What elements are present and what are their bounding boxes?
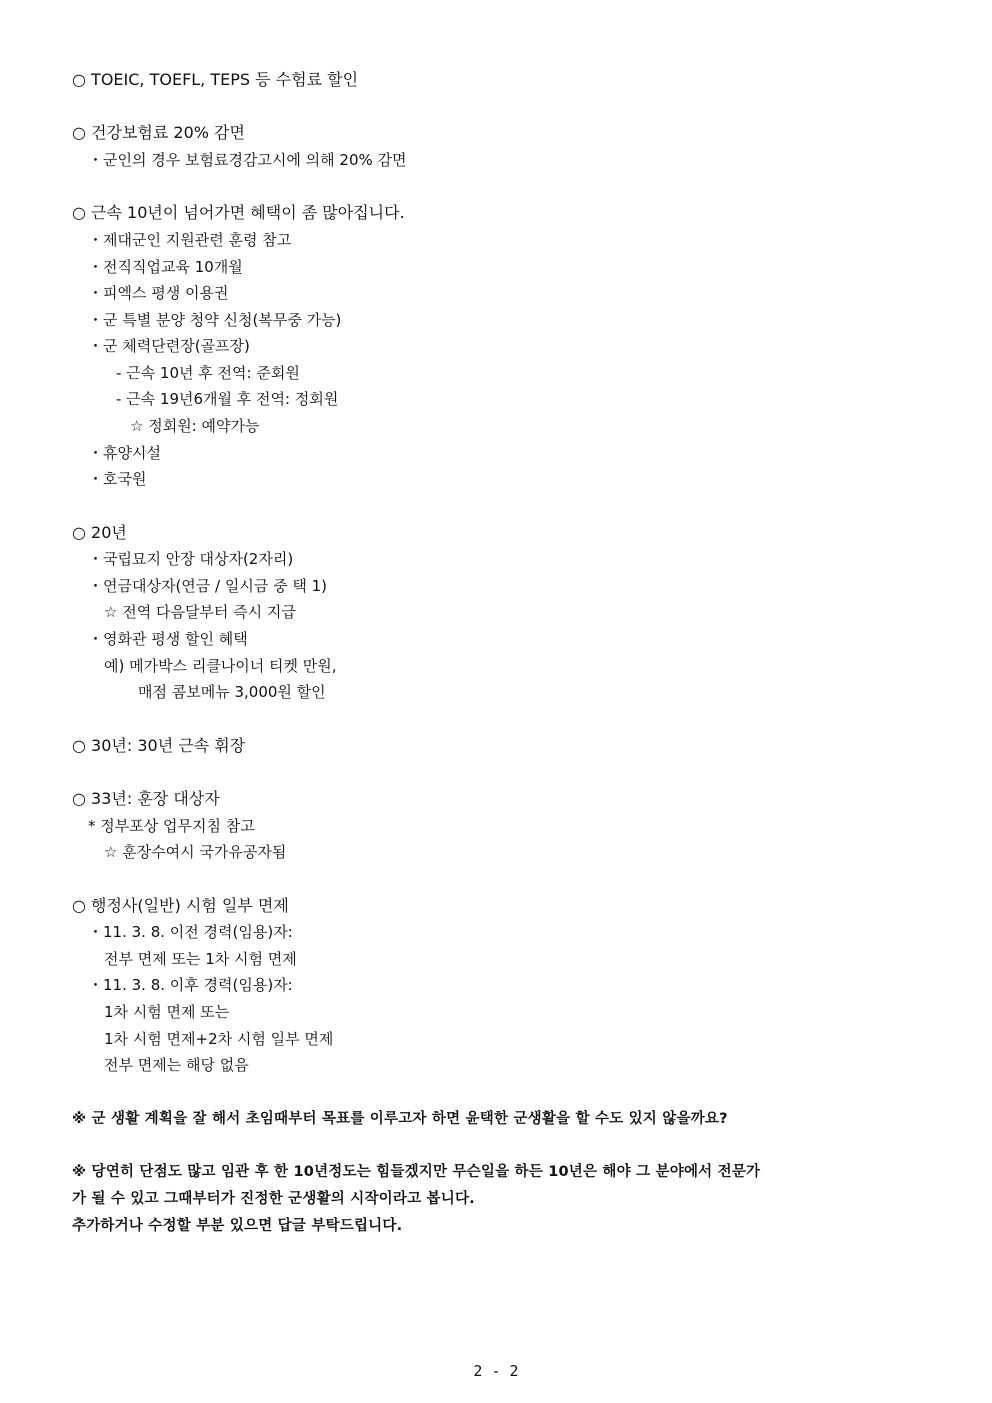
section-heading-exam-discount: ○ TOEIC, TOEFL, TEPS 등 수험료 할인: [72, 70, 359, 89]
list-item: ・제대군인 지원관련 훈령 참고: [88, 231, 292, 249]
page-number: 2 - 2: [473, 1362, 519, 1380]
list-item: ・11. 3. 8. 이전 경력(임용)자:: [88, 923, 293, 941]
list-item: 매점 콤보메뉴 3,000원 할인: [138, 683, 326, 701]
note-expert-line1: ※ 당연히 단점도 많고 임관 후 한 10년정도는 힘들겠지만 무슨일을 하든 10년은 해야 그 분야에서 전문가: [72, 1164, 761, 1180]
section-heading-administrative-agent: ○ 행정사(일반) 시험 일부 면제: [72, 896, 289, 915]
list-item: ・군 특별 분양 청약 신청(복무중 가능): [88, 311, 342, 329]
list-item: ・호국원: [88, 470, 147, 488]
note-request: 추가하거나 수정할 부분 있으면 답글 부탁드립니다.: [72, 1218, 403, 1234]
list-item: ・영화관 평생 할인 혜택: [88, 630, 248, 648]
list-item: 예) 메가박스 리클나이너 티켓 만원,: [104, 657, 337, 675]
list-item: - 근속 19년6개월 후 전역: 정회원: [116, 390, 339, 408]
list-item: ・국립묘지 안장 대상자(2자리): [88, 550, 294, 568]
list-item: ☆ 훈장수여시 국가유공자됨: [104, 843, 287, 861]
section-heading-20-years: ○ 20년: [72, 523, 127, 542]
list-item: ・연금대상자(연금 / 일시금 중 택 1): [88, 577, 328, 595]
note-plan: ※ 군 생활 계획을 잘 해서 초임때부터 목표를 이루고자 하면 윤택한 군생활을 할 수도 있지 않을까요?: [72, 1111, 728, 1127]
list-item: 1차 시험 면제 또는: [104, 1003, 230, 1021]
list-item: ・군인의 경우 보험료경감고시에 의해 20% 감면: [88, 151, 407, 169]
list-item: - 근속 10년 후 전역: 준회원: [116, 364, 300, 382]
list-item: * 정부포상 업무지침 참고: [88, 817, 255, 835]
list-item: 전부 면제는 해당 없음: [104, 1056, 249, 1074]
list-item: ☆ 전역 다음달부터 즉시 지급: [104, 603, 296, 621]
section-heading-30-years: ○ 30년: 30년 근속 휘장: [72, 736, 246, 755]
list-item: ・전직직업교육 10개월: [88, 258, 243, 276]
section-heading-health-insurance: ○ 건강보험료 20% 감면: [72, 123, 245, 142]
list-item: ・군 체력단련장(골프장): [88, 337, 250, 355]
list-item: ・휴양시설: [88, 444, 161, 462]
list-item: 1차 시험 면제+2차 시험 일부 면제: [104, 1030, 334, 1048]
list-item: ・11. 3. 8. 이후 경력(임용)자:: [88, 976, 293, 994]
list-item: ☆ 정회원: 예약가능: [130, 417, 260, 435]
list-item: ・피엑스 평생 이용권: [88, 284, 229, 302]
section-heading-33-years: ○ 33년: 훈장 대상자: [72, 789, 220, 808]
section-heading-10-years: ○ 근속 10년이 넘어가면 혜택이 좀 많아집니다.: [72, 203, 405, 222]
note-expert-line2: 가 될 수 있고 그때부터가 진정한 군생활의 시작이라고 봅니다.: [72, 1191, 475, 1207]
list-item: 전부 면제 또는 1차 시험 면제: [104, 950, 297, 968]
